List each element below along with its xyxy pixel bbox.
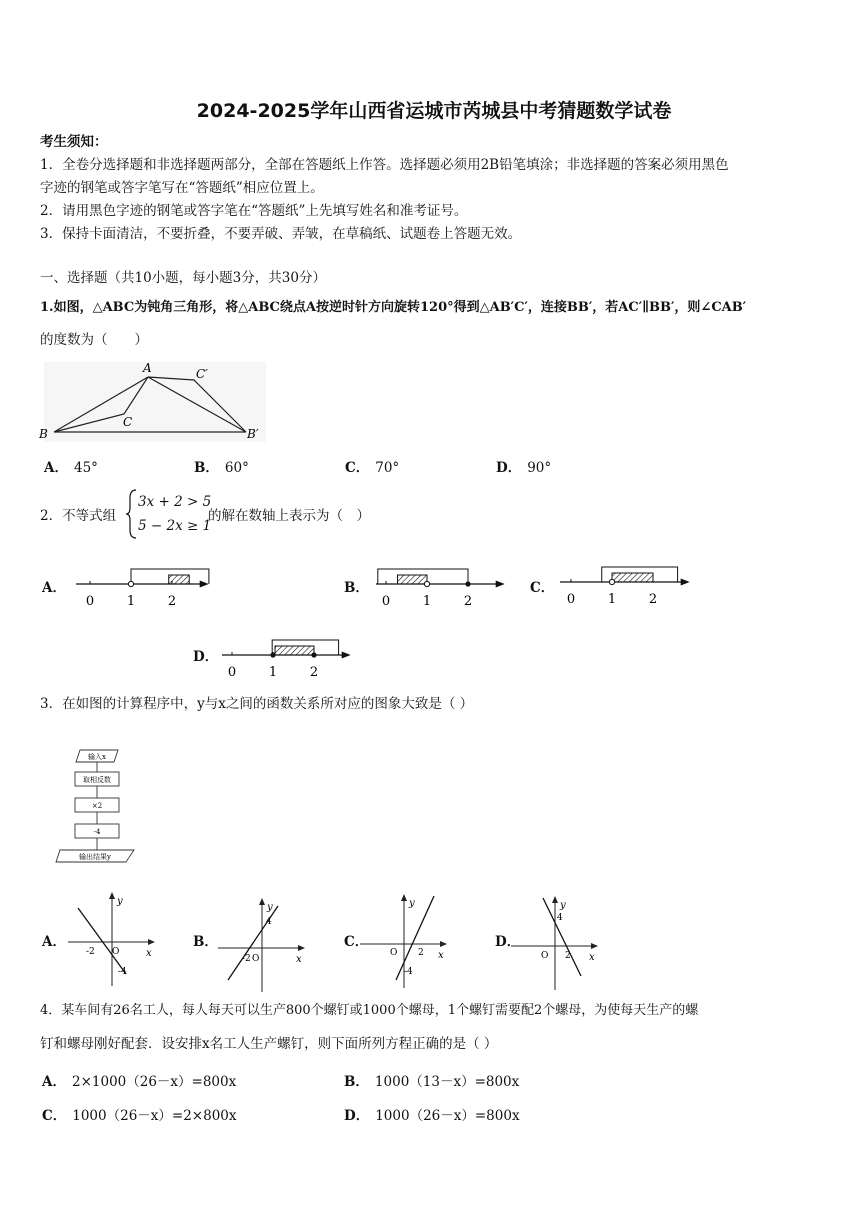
notice-heading: 考生须知： <box>40 134 108 150</box>
x-axis-label: x <box>146 948 152 959</box>
y-axis-label: y <box>409 898 415 909</box>
tick-label: 2 <box>463 594 473 609</box>
option-d[interactable]: D． 1000（26－x）=800x <box>344 1108 520 1124</box>
option-b[interactable]: B． <box>344 580 369 596</box>
tick-label: 1 <box>422 594 432 609</box>
question-2-suffix: 的解在数轴上表示为（ ） <box>208 508 370 524</box>
option-c[interactable]: C． 1000（26－x）=2×800x <box>42 1108 237 1124</box>
notice-line: 2．请用黑色字迹的钢笔或答字笔在“答题纸”上先填写姓名和准考证号。 <box>40 203 468 219</box>
flow-minus-4: -4 <box>93 828 101 836</box>
graph-mark-label: O <box>541 951 549 961</box>
option-d[interactable]: D． <box>495 934 521 950</box>
tick-label: 0 <box>566 592 576 607</box>
notice-line: 1．全卷分选择题和非选择题两部分，全部在答题纸上作答。选择题必须用2B铅笔填涂；非选择题的答案必须用黑色 <box>40 157 729 173</box>
flow-times-2: ×2 <box>91 802 103 810</box>
notice-line: 字迹的钢笔或答字笔写在“答题纸”相应位置上。 <box>40 180 324 196</box>
notice-line: 3．保持卡面清洁，不要折叠，不要弄破、弄皱，在草稿纸、试题卷上答题无效。 <box>40 226 522 242</box>
question-2-prefix: 2．不等式组 <box>40 508 117 524</box>
y-axis-label: y <box>560 900 566 911</box>
option-a[interactable]: A． <box>42 580 66 596</box>
question-1-text: 1.如图，△ABC为钝角三角形，将△ABC绕点A按逆时针方向旋转120°得到△AB′C′，连接BB′，若AC′∥BB′，则∠CAB′ <box>40 300 747 315</box>
flow-output: 输出结果y <box>79 853 111 861</box>
y-axis-label: y <box>117 896 123 907</box>
option-a[interactable]: A． <box>42 934 66 950</box>
graph-mark-label: O <box>112 947 120 957</box>
y-arrow-icon <box>109 892 115 899</box>
tick-label: 1 <box>268 665 278 680</box>
inequality-1: 3x + 2 > 5 <box>138 494 212 510</box>
section-heading: 一、选择题（共10小题，每小题3分，共30分） <box>40 270 326 286</box>
option-b[interactable]: B． 1000（13－x）=800x <box>344 1074 520 1090</box>
question-4-text: 4．某车间有26名工人，每人每天可以生产800个螺钉或1000个螺母，1个螺钉需要配2个螺母，为使每天生产的螺 <box>40 1003 699 1018</box>
tick-label: 1 <box>126 594 136 609</box>
flow-negate: 取相反数 <box>83 776 111 784</box>
option-c[interactable]: C． <box>344 934 369 950</box>
graph-mark-label: -4 <box>404 967 413 977</box>
x-axis-label: x <box>589 952 595 963</box>
point-label-C-prime: C′ <box>196 367 208 381</box>
option-b[interactable]: B． 60° <box>194 460 249 476</box>
graph-mark-label: 2 <box>418 948 424 958</box>
function-line <box>396 896 434 980</box>
inequality-2: 5 − 2x ≥ 1 <box>138 518 212 534</box>
y-axis-label: y <box>267 902 273 913</box>
y-arrow-icon <box>259 898 265 905</box>
option-c[interactable]: C． 70° <box>345 460 400 476</box>
y-arrow-icon <box>401 894 407 901</box>
tick-label: 1 <box>607 592 617 607</box>
option-c[interactable]: C． <box>530 580 555 596</box>
function-line <box>78 908 126 974</box>
graph-a <box>68 892 155 986</box>
option-d[interactable]: D． 90° <box>496 460 552 476</box>
option-b[interactable]: B． <box>193 934 218 950</box>
point-label-B: B <box>39 427 48 441</box>
option-a[interactable]: A． 2×1000（26－x）=800x <box>42 1074 237 1090</box>
tick-label: 0 <box>85 594 95 609</box>
option-d[interactable]: D． <box>193 649 219 665</box>
graph-mark-label: -4 <box>118 967 127 977</box>
tick-label: 2 <box>167 594 177 609</box>
x-arrow-icon <box>440 941 447 947</box>
question-4-text: 钉和螺母刚好配套．设安排x名工人生产螺钉，则下面所列方程正确的是（ ） <box>40 1036 498 1052</box>
y-arrow-icon <box>552 896 558 903</box>
tick-label: 0 <box>381 594 391 609</box>
question-1-text: 的度数为（ ） <box>40 332 148 348</box>
graph-mark-label: 2 <box>565 951 571 961</box>
option-a[interactable]: A． 45° <box>44 460 98 476</box>
x-arrow-icon <box>148 939 155 945</box>
page-title: 2024-2025学年山西省运城市芮城县中考猜题数学试卷 <box>196 100 672 122</box>
graph-mark-label: -2 <box>86 947 95 957</box>
graph-mark-label: 4 <box>557 913 563 923</box>
graph-mark-label: O <box>390 948 398 958</box>
point-label-A: A <box>143 361 152 375</box>
x-axis-label: x <box>296 954 302 965</box>
graph-mark-label: 4 <box>266 917 272 927</box>
point-label-B-prime: B′ <box>247 427 259 441</box>
x-axis-label: x <box>438 950 444 961</box>
question-3-text: 3．在如图的计算程序中，y与x之间的函数关系所对应的图象大致是（ ） <box>40 696 474 712</box>
x-arrow-icon <box>298 945 305 951</box>
flow-input: 输入x <box>88 753 106 761</box>
graph-b <box>218 898 305 992</box>
tick-label: 2 <box>648 592 658 607</box>
x-arrow-icon <box>591 943 598 949</box>
tick-label: 2 <box>309 665 319 680</box>
point-label-C: C <box>123 415 133 429</box>
tick-label: 0 <box>227 665 237 680</box>
graph-mark-label: -2 <box>242 954 251 964</box>
graph-mark-label: O <box>252 954 260 964</box>
